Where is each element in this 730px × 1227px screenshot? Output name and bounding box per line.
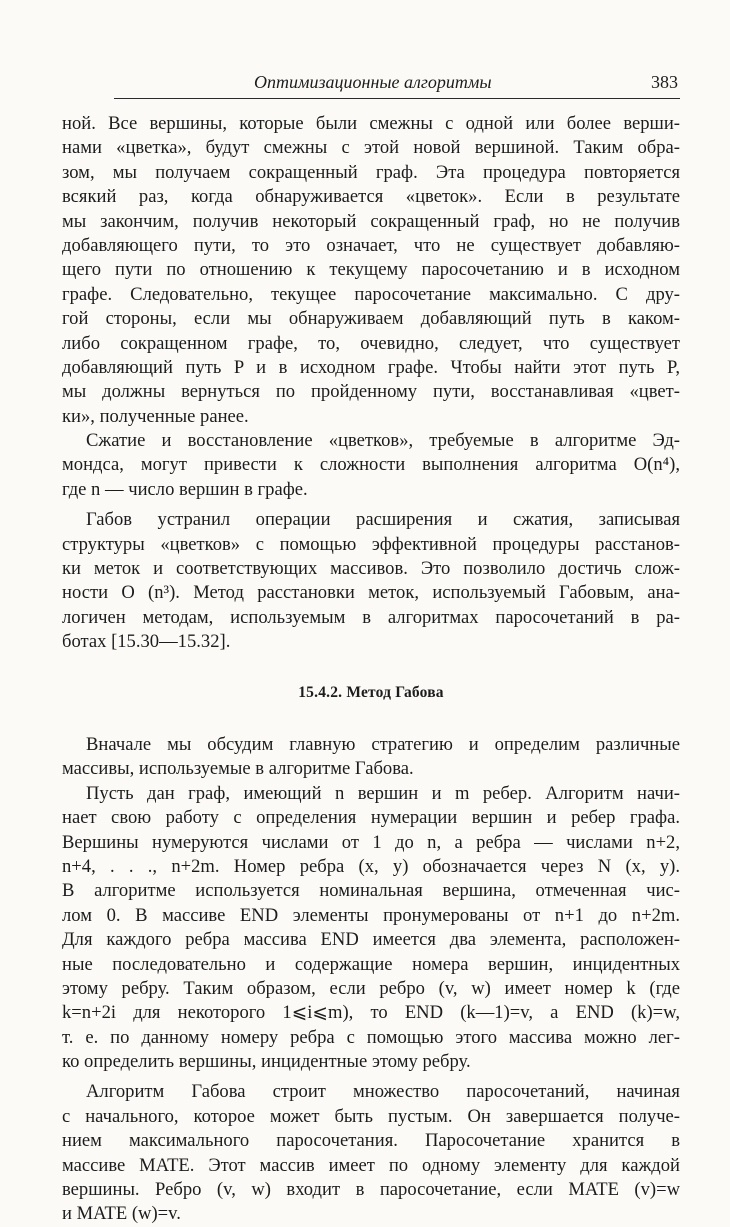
text-line: ки», полученные ранее. [62, 405, 249, 427]
text-line: этому ребру. Таким образом, если ребро (v, w) имеет номер k (где [62, 977, 680, 999]
text-line: k=n+2i для некоторого 1⩽i⩽m), то END (k—1)=v, а END (k)=w, [62, 1002, 680, 1024]
text-line: логичен методам, используемым в алгоритмах паросочетаний в ра- [62, 606, 680, 628]
text-line: щего пути по отношению к текущему паросочетанию и в исходном [62, 259, 680, 281]
paragraph-2 [62, 429, 680, 502]
running-header [114, 70, 680, 99]
text-line: Вначале мы обсудим главную стратегию и определим различные [86, 734, 680, 755]
text-line: с начального, которое может быть пустым. Он завершается получе- [62, 1105, 680, 1127]
text-line: лом 0. В массиве END элементы пронумерованы от n+1 до n+2m. [62, 904, 680, 926]
text-line: структуры «цветков» с помощью эффективной процедуры расстанов- [62, 533, 680, 555]
text-line: Сжатие и восстановление «цветков», требуемые в алгоритме Эд- [86, 430, 680, 452]
paragraph-4 [62, 733, 680, 782]
text-line: ные последовательно и содержащие номера вершин, инцидентных [62, 953, 680, 975]
text-line: массиве MATE. Этот массив имеет по одному элементу для каждой [62, 1154, 680, 1176]
text-line: ной. Все вершины, которые были смежны с одной или более верши- [62, 113, 680, 134]
text-line: ки меток и соответствующих массивов. Это позволило достичь слож- [62, 558, 680, 580]
text-line: мы закончим, получив некоторый сокращенный граф, но не получив [62, 210, 680, 232]
section-heading: 15.4.2. Метод Габова [298, 683, 444, 701]
page-number: 383 [651, 72, 678, 92]
text-line: графе. Следовательно, текущее паросочетание максимально. С дру- [62, 283, 680, 305]
text-line: ности O (n³). Метод расстановки меток, используемый Габовым, ана- [62, 582, 680, 604]
page-body [62, 112, 680, 1227]
text-line: гой стороны, если мы обнаруживаем добавляющий путь в каком- [62, 308, 680, 330]
text-line: т. е. по данному номеру ребра с помощью этого массива можно лег- [62, 1026, 680, 1048]
text-line: нием максимального паросочетания. Паросочетание хранится в [62, 1130, 680, 1152]
paragraph-3 [62, 508, 680, 654]
paragraph-5 [62, 782, 680, 1075]
running-title: Оптимизационные алгоритмы [254, 72, 492, 92]
text-line: мы должны вернуться по пройденному пути, восстанавливая «цвет- [62, 381, 680, 403]
text-line: Для каждого ребра массива END имеется два элемента, расположен- [62, 929, 680, 951]
text-line: добавляющего пути, то это означает, что не существует добавляю- [62, 234, 680, 256]
text-line: В алгоритме используется номинальная вершина, отмеченная чис- [62, 880, 680, 902]
text-line: n+4, . . ., n+2m. Номер ребра (x, y) обозначается через N (x, y). [62, 855, 680, 877]
text-line: где n — число вершин в графе. [62, 478, 308, 500]
text-line: добавляющий путь P и в исходном графе. Чтобы найти этот путь P, [62, 356, 680, 378]
text-line: массивы, используемые в алгоритме Габова. [62, 758, 414, 780]
paragraph-1 [62, 112, 680, 429]
text-line: и MATE (w)=v. [62, 1203, 181, 1225]
text-line: Габов устранил операции расширения и сжатия, записывая [86, 509, 680, 531]
text-line: мондса, могут привести к сложности выполнения алгоритма O(n⁴), [62, 454, 680, 476]
text-line: Вершины нумеруются числами от 1 до n, а ребра — числами n+2, [62, 831, 680, 853]
text-line: Пусть дан граф, имеющий n вершин и m ребер. Алгоритм начи- [86, 782, 680, 804]
text-line: ботах [15.30—15.32]. [62, 631, 231, 653]
text-line: Алгоритм Габова строит множество паросочетаний, начиная [86, 1081, 680, 1103]
text-line: зом, мы получаем сокращенный граф. Эта процедура повторяется [62, 161, 680, 183]
text-line: либо сокращенном графе, то, очевидно, следует, что существует [62, 332, 680, 354]
text-line: нами «цветка», будут смежны с этой новой вершиной. Таким обра- [62, 137, 680, 159]
text-line: всякий раз, когда обнаруживается «цветок». Если в результате [62, 186, 680, 208]
text-line: нает свою работу с определения нумерации вершин и ребер графа. [62, 807, 680, 829]
text-line: вершины. Ребро (v, w) входит в паросочетание, если MATE (v)=w [62, 1179, 680, 1201]
text-line: ко определить вершины, инцидентные этому ребру. [62, 1051, 471, 1073]
paragraph-6 [62, 1080, 680, 1226]
